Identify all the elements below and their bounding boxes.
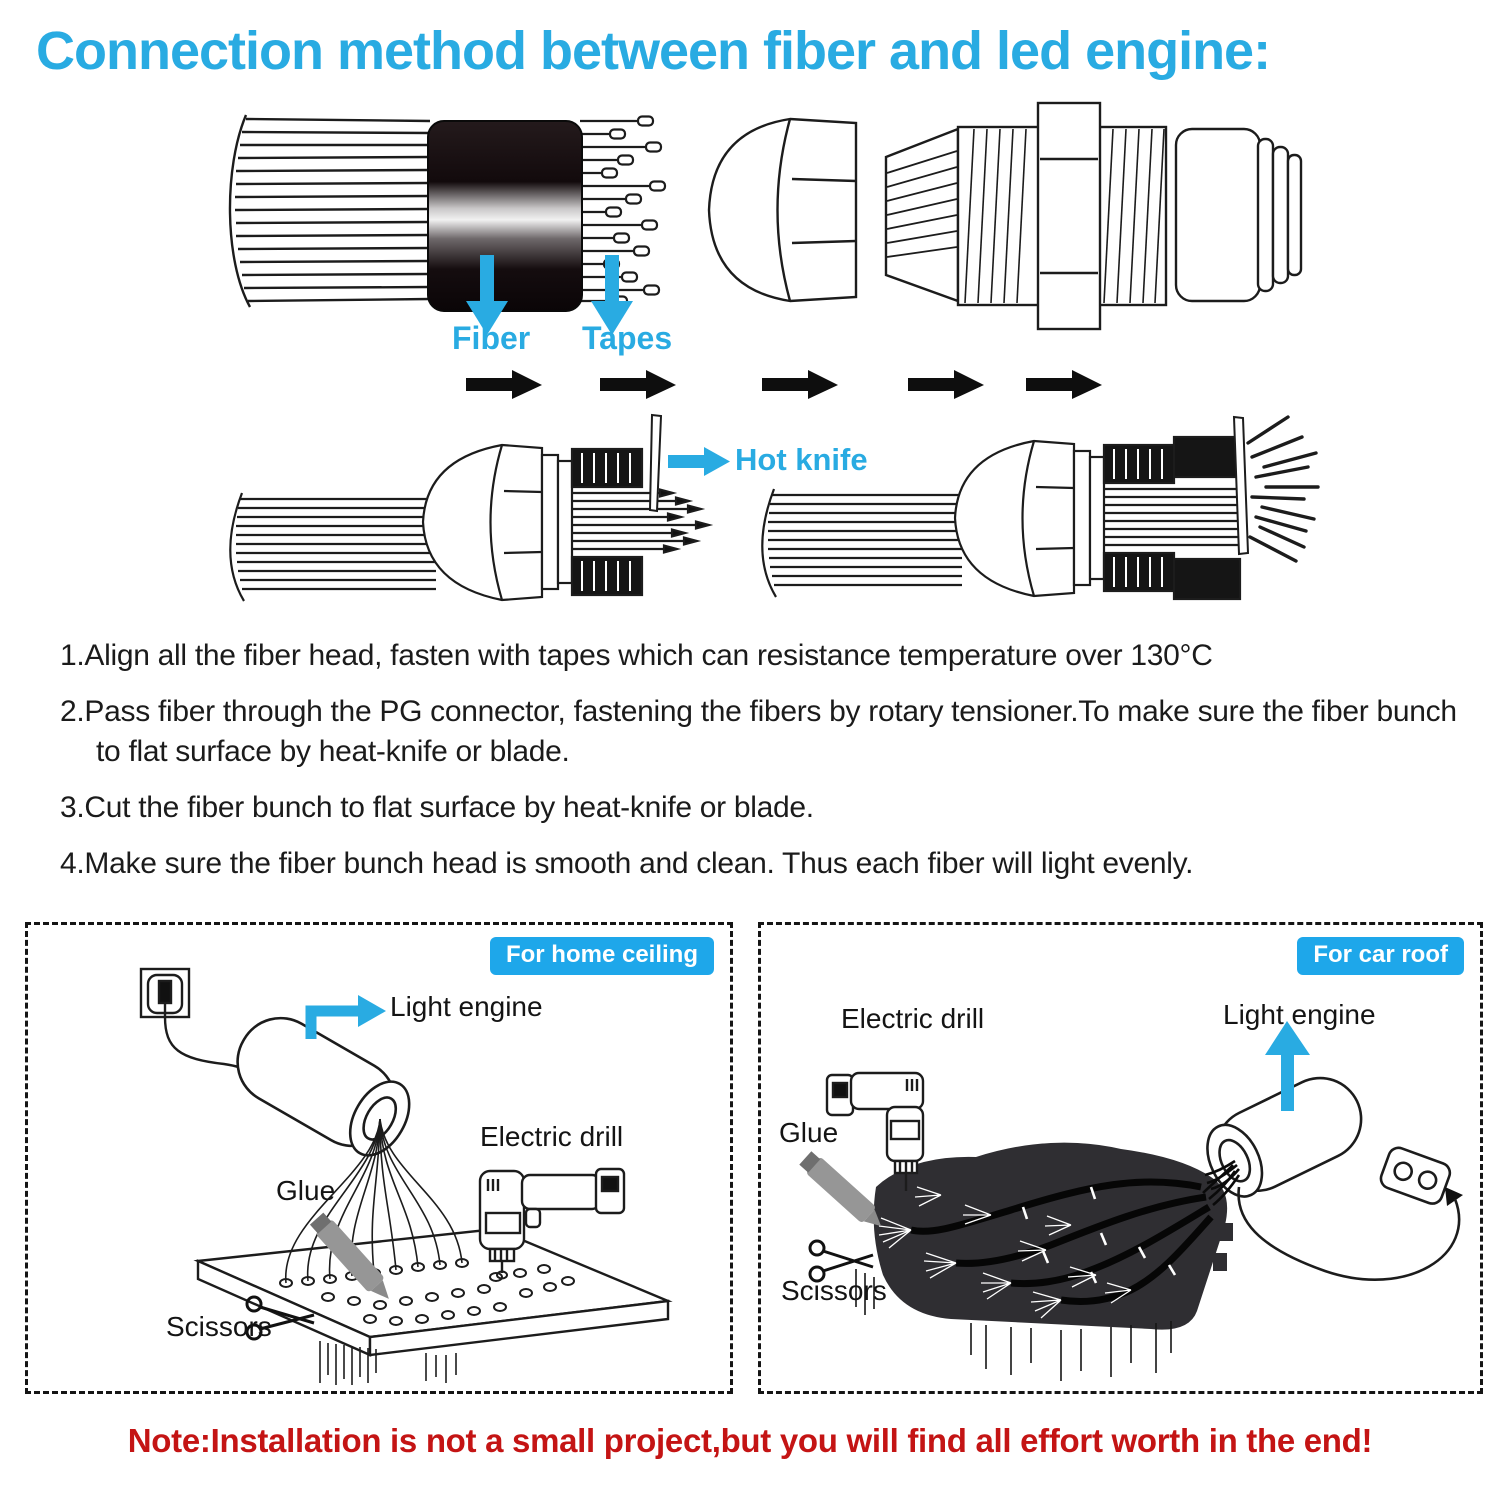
hot-knife-arrow-icon: [668, 447, 730, 476]
wall-outlet-icon: [141, 969, 252, 1073]
instruction-step-2: 2.Pass fiber through the PG connector, fastening the fibers by rotary tensioner.To make sure the fiber bunch to flat surface by heat-knife or blade.: [60, 695, 1457, 768]
car-roof-illustration: [761, 925, 1480, 1385]
instruction-step-4: 4.Make sure the fiber bunch head is smooth and clean. Thus each fiber will light evenly.: [60, 847, 1194, 880]
light-engine-label: Light engine: [390, 991, 543, 1022]
scissors-label: Scissors: [166, 1311, 272, 1342]
tape-band: [428, 121, 582, 311]
glue-stick-icon: [798, 1150, 889, 1235]
tapes-label: Tapes: [582, 320, 673, 356]
pg-cap-nut: [709, 119, 856, 301]
light-engine-illustration: [222, 1003, 423, 1168]
car-roof-panel: [758, 922, 1483, 1394]
fiber-ends: [580, 117, 665, 306]
car-headliner-illustration: [874, 1143, 1227, 1330]
glue-label: Glue: [779, 1117, 839, 1148]
home-ceiling-badge: For home ceiling: [490, 937, 714, 975]
glue-label: Glue: [276, 1175, 336, 1206]
scissors-label: Scissors: [781, 1275, 887, 1306]
instruction-step-3: 3.Cut the fiber bunch to flat surface by heat-knife or blade.: [60, 791, 814, 824]
instruction-step-1: 1.Align all the fiber head, fasten with tapes which can resistance temperature over 130°C: [60, 639, 1213, 672]
electric-drill-label: Electric drill: [480, 1121, 624, 1152]
light-engine-arrow-icon: [311, 995, 386, 1039]
electric-drill-icon: [827, 1073, 923, 1191]
electric-drill-label: Electric drill: [841, 1003, 985, 1034]
light-engine-label: Light engine: [1223, 999, 1376, 1030]
fiber-bundle-illustration: [230, 115, 430, 307]
pg-body: [886, 103, 1166, 329]
car-roof-badge: For car roof: [1297, 937, 1464, 975]
page-title: Connection method between fiber and led engine:: [36, 21, 1271, 81]
note-text: Note:Installation is not a small project,but you will find all effort worth in the end!: [127, 1422, 1373, 1459]
home-ceiling-illustration: [28, 925, 730, 1385]
assembled-gland-left: [230, 415, 709, 601]
instruction-list: [60, 636, 1460, 900]
step-arrow-icons: [466, 370, 1102, 399]
home-ceiling-panel: [25, 922, 733, 1394]
fiber-label: Fiber: [452, 320, 531, 356]
assembly-diagram: [0, 95, 1500, 625]
hot-knife-label: Hot knife: [735, 442, 868, 477]
hot-knife-icon: [1234, 417, 1248, 554]
pg-seal: [1176, 129, 1301, 301]
